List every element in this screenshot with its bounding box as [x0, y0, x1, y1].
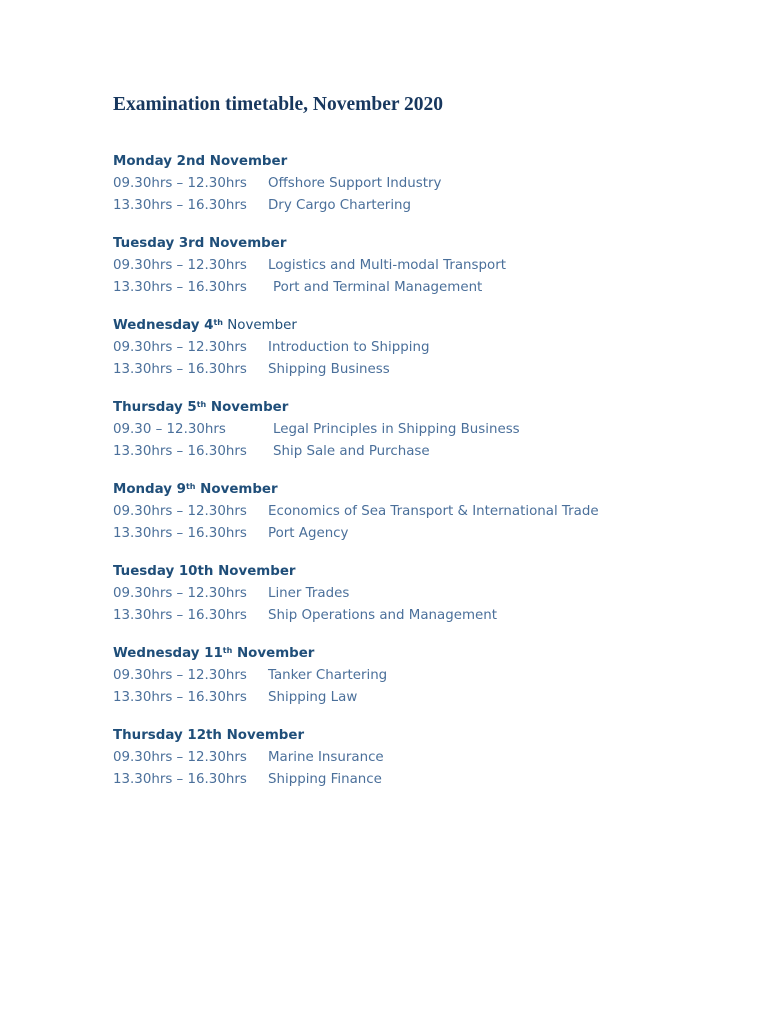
day-heading-ordinal: th: [213, 318, 223, 327]
session-time: 09.30hrs – 12.30hrs: [113, 340, 247, 355]
day-block-thursday-12th: [113, 725, 733, 791]
session-subject: Logistics and Multi-modal Transport: [268, 258, 506, 273]
session-time: 09.30hrs – 12.30hrs: [113, 504, 247, 519]
day-block-wednesday-11th: [113, 643, 733, 709]
session-row: [113, 195, 733, 217]
day-heading-text: Monday 2nd November: [113, 154, 288, 169]
session-row: [113, 359, 733, 381]
session-time: 13.30hrs – 16.30hrs: [113, 198, 247, 213]
session-row: [113, 523, 733, 545]
day-heading-month: November: [195, 482, 278, 497]
session-subject: Dry Cargo Chartering: [268, 198, 412, 213]
session-subject: Liner Trades: [268, 586, 350, 601]
session-time: 13.30hrs – 16.30hrs: [113, 526, 247, 541]
day-heading-text: Wednesday 4: [113, 318, 214, 333]
session-time: 09.30hrs – 12.30hrs: [113, 176, 247, 191]
session-time: 09.30hrs – 12.30hrs: [113, 586, 247, 601]
session-time: 13.30hrs – 16.30hrs: [113, 690, 247, 705]
day-heading-month: November: [223, 318, 297, 333]
session-subject: Tanker Chartering: [268, 668, 388, 683]
session-row: [113, 255, 733, 277]
session-subject: Introduction to Shipping: [268, 340, 430, 355]
session-subject: Offshore Support Industry: [268, 176, 442, 191]
session-time: 09.30 – 12.30hrs: [113, 422, 226, 437]
session-subject: Port Agency: [268, 526, 349, 541]
day-heading: [113, 643, 733, 665]
day-heading-text: Thursday 5: [113, 400, 197, 415]
session-row: [113, 419, 733, 441]
session-row: [113, 173, 733, 195]
day-heading-ordinal: th: [196, 400, 207, 409]
session-row: [113, 687, 733, 709]
day-heading: [113, 479, 733, 501]
session-row: [113, 441, 733, 463]
day-heading: [113, 725, 733, 747]
session-row: [113, 501, 733, 523]
day-heading: [113, 561, 733, 583]
day-heading-ordinal: th: [222, 646, 233, 655]
session-row: [113, 337, 733, 359]
session-time: 13.30hrs – 16.30hrs: [113, 444, 247, 459]
day-heading-month: November: [232, 646, 315, 661]
day-heading: [113, 151, 733, 173]
session-time: 09.30hrs – 12.30hrs: [113, 258, 247, 273]
session-subject: Legal Principles in Shipping Business: [273, 422, 520, 437]
day-block-thursday-5th: [113, 397, 733, 463]
day-heading-text: Thursday 12th November: [113, 728, 305, 743]
session-row: [113, 277, 733, 299]
day-block-monday-2nd: [113, 151, 733, 217]
day-heading-text: Wednesday 11: [113, 646, 223, 661]
day-heading-text: Tuesday 3rd November: [113, 236, 287, 251]
page-title: Examination timetable, November 2020: [113, 94, 444, 115]
session-time: 13.30hrs – 16.30hrs: [113, 280, 247, 295]
session-subject: Shipping Law: [268, 690, 358, 705]
day-heading: [113, 397, 733, 419]
session-row: [113, 769, 733, 791]
session-subject: Ship Sale and Purchase: [273, 444, 430, 459]
day-heading-text: Tuesday 10th November: [113, 564, 296, 579]
day-heading-text: Monday 9: [113, 482, 186, 497]
day-block-tuesday-3rd: [113, 233, 733, 299]
session-row: [113, 583, 733, 605]
session-subject: Shipping Business: [268, 362, 390, 377]
session-row: [113, 605, 733, 627]
document-page: [113, 92, 733, 787]
session-time: 13.30hrs – 16.30hrs: [113, 362, 247, 377]
day-heading: [113, 233, 733, 255]
session-subject: Ship Operations and Management: [268, 608, 497, 623]
day-heading-ordinal: th: [185, 482, 196, 491]
session-row: [113, 665, 733, 687]
day-heading: [113, 315, 733, 337]
session-time: 09.30hrs – 12.30hrs: [113, 668, 247, 683]
session-subject: Marine Insurance: [268, 750, 384, 765]
session-time: 13.30hrs – 16.30hrs: [113, 772, 247, 787]
day-heading-month: November: [206, 400, 289, 415]
session-time: 09.30hrs – 12.30hrs: [113, 750, 247, 765]
session-subject: Shipping Finance: [268, 772, 382, 787]
session-time: 13.30hrs – 16.30hrs: [113, 608, 247, 623]
day-block-tuesday-10th: [113, 561, 733, 627]
session-subject: Economics of Sea Transport & International Trade: [268, 504, 599, 519]
day-block-wednesday-4th: [113, 315, 733, 381]
day-block-monday-9th: [113, 479, 733, 545]
session-subject: Port and Terminal Management: [273, 280, 483, 295]
session-row: [113, 747, 733, 769]
